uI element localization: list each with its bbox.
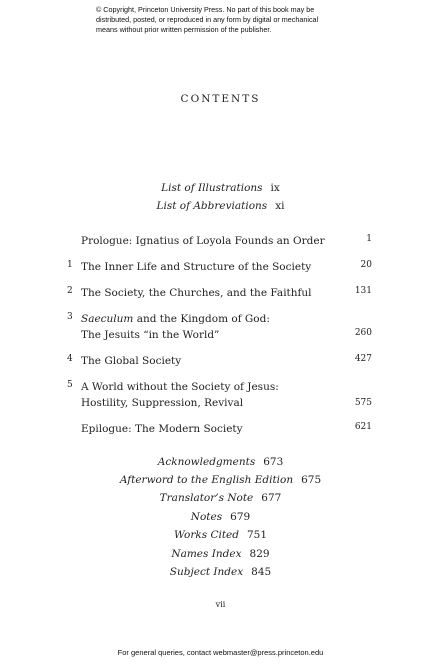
page-number: vii	[215, 600, 226, 609]
chapter-number: 2	[67, 286, 73, 296]
toc-item-page: 829	[249, 548, 270, 560]
toc-item-page: 131	[354, 286, 372, 296]
toc-back-item[interactable]	[0, 566, 441, 578]
toc-item-title-line2: The Jesuits “in the World”	[81, 328, 220, 341]
toc-item-title-italic: Saeculum	[81, 313, 134, 325]
toc-item-page: 845	[251, 566, 272, 578]
toc-item-title-line2: Hostility, Suppression, Revival	[81, 396, 244, 409]
toc-front-item[interactable]	[0, 200, 441, 212]
toc-item-title: Prologue: Ignatius of Loyola Founds an Order	[81, 235, 325, 247]
footer-contact: For general queries, contact webmaster@press.princeton.edu	[117, 648, 324, 657]
toc-item-page: 621	[354, 422, 372, 432]
copyright-line: © Copyright, Princeton University Press. No part of this book may be	[96, 5, 315, 14]
toc-item-page: 677	[261, 492, 282, 504]
copyright-line: means without prior written permission of the publisher.	[96, 24, 272, 34]
toc-item-page: 575	[354, 398, 372, 408]
toc-item-title: Acknowledgments	[157, 456, 256, 468]
toc-item-title: The Global Society	[81, 355, 182, 367]
toc-item-title: Translator’s Note	[159, 492, 254, 504]
chapter-number: 4	[67, 354, 73, 364]
toc-item-page: 675	[301, 474, 322, 486]
toc-item-title-rest: and the Kingdom of God:	[133, 313, 270, 325]
toc-item-page: 1	[366, 234, 372, 244]
toc-item-title: Works Cited	[173, 529, 239, 541]
toc-item-title: Names Index	[171, 548, 242, 560]
toc-item-page: ix	[270, 182, 280, 194]
toc-front-item[interactable]	[0, 182, 441, 194]
chapter-number: 1	[67, 260, 73, 270]
toc-item-title: The Society, the Churches, and the Faithful	[81, 287, 312, 299]
toc-item-title: Epilogue: The Modern Society	[81, 423, 243, 435]
copyright-line: distributed, posted, or reproduced in any form by digital or mechanical	[96, 14, 319, 24]
toc-item-page: 20	[360, 260, 372, 270]
chapter-number: 5	[67, 380, 73, 390]
toc-back-item[interactable]	[0, 548, 441, 560]
toc-back-item[interactable]	[0, 529, 441, 541]
page-title: CONTENTS	[180, 93, 261, 105]
toc-back-item[interactable]	[0, 492, 441, 504]
toc-item-page: xi	[275, 200, 285, 212]
toc-item-page: 427	[354, 354, 372, 364]
toc-item-page: 679	[230, 511, 251, 523]
toc-item-title: List of Illustrations	[161, 182, 263, 194]
toc-back-item[interactable]	[0, 511, 441, 523]
toc-item-title: Afterword to the English Edition	[119, 474, 294, 486]
toc-item-title: Notes	[190, 511, 223, 523]
toc-back-item[interactable]	[0, 474, 441, 486]
toc-item-page: 260	[354, 328, 372, 338]
toc-item-title: List of Abbreviations	[156, 200, 268, 212]
toc-item-page: 673	[263, 456, 284, 468]
toc-item-title: Subject Index	[169, 566, 244, 578]
toc-item-title: The Inner Life and Structure of the Society	[81, 261, 312, 273]
copyright-notice	[96, 5, 366, 34]
toc-item-page: 751	[247, 529, 268, 541]
chapter-number: 3	[67, 312, 73, 322]
toc-item-title	[81, 312, 371, 328]
toc-item-title: A World without the Society of Jesus:	[81, 381, 279, 393]
toc-back-item[interactable]	[0, 456, 441, 468]
